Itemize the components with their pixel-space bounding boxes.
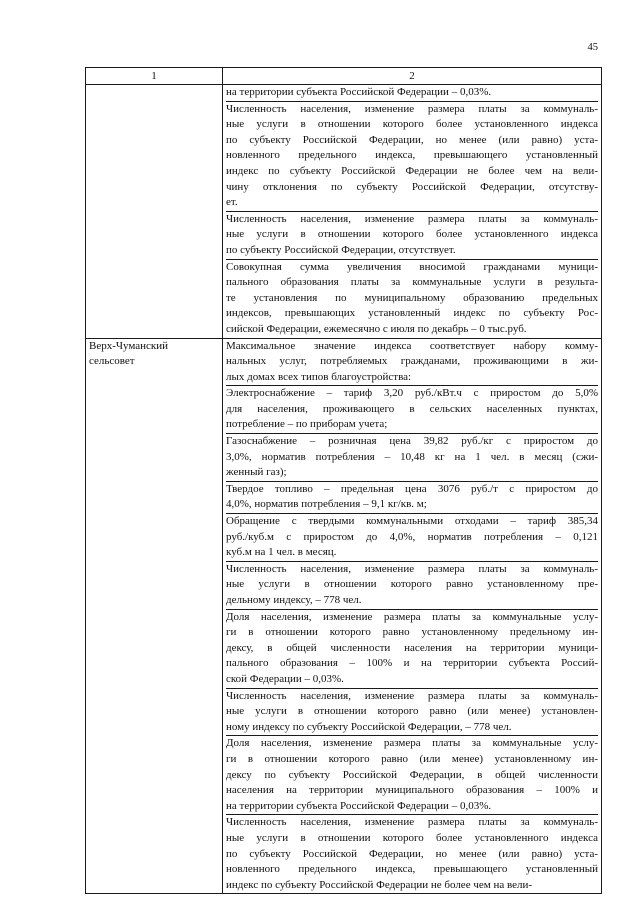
text-line: ской Федерации – 0,03%.	[226, 672, 344, 685]
text-line: пального образования – 100% и на территории субъекта Россий-	[226, 657, 598, 670]
text-line: Совокупная сумма увеличения вносимой гражданами муници-	[226, 260, 598, 273]
indicator-paragraph	[226, 339, 598, 386]
text-line: Доля населения, изменение размера платы за коммунальные услу-	[226, 610, 598, 623]
text-line: на территории субъекта Российской Федерации – 0,03%.	[226, 86, 492, 98]
text-line: для населения, проживающего в сельских населенных пунктах,	[226, 402, 598, 415]
text-line: ные услуги в отношении которого более установленного индекса	[226, 228, 598, 241]
text-line: куб.м на 1 чел. в месяц.	[226, 546, 337, 559]
indicator-paragraph	[226, 101, 598, 211]
column-header-2: 2	[223, 68, 602, 85]
text-line: Обращение с твердыми коммунальными отходами – тариф 385,34	[226, 515, 598, 528]
indicator-paragraph	[226, 481, 598, 513]
text-line: пального образования платы за коммунальные услуги в результа-	[226, 276, 598, 289]
text-line: Численность населения, изменение размера платы за коммуналь-	[226, 102, 598, 115]
indicator-paragraph	[226, 513, 598, 561]
text-line: индекс по субъекту Российской Федерации не более чем на вели-	[226, 164, 598, 177]
text-line: потребление – по приборам учета;	[226, 418, 388, 431]
text-line: по субъекту Российской Федерации, но менее (или равно) уста-	[226, 847, 598, 860]
indicator-paragraph	[226, 259, 598, 338]
text-line: ные услуги в отношении которого более установленного индекса	[226, 831, 598, 844]
indicator-paragraph	[226, 211, 598, 259]
text-line: новленного предельного индекса, превышающего установленный	[226, 149, 598, 162]
text-line: новленного предельного индекса, превышающего установленный	[226, 863, 598, 876]
text-line: 4,0%, норматив потребления – 9,1 кг/кв. м;	[226, 498, 427, 511]
text-line: индекс по субъекту Российской Федерации не более чем на вели-	[226, 878, 533, 891]
text-line: Численность населения, изменение размера платы за коммуналь-	[226, 562, 598, 575]
text-line: индексов, превышающих установленный индекс по субъекту Рос-	[226, 307, 598, 320]
text-line: на территории субъекта Российской Федерации – 0,03%.	[226, 799, 492, 812]
indicator-paragraph	[226, 688, 598, 736]
page-number: 45	[587, 42, 598, 53]
text-line: сийской Федерации, ежемесячно с июля по декабрь – 0 тыс.руб.	[226, 322, 527, 335]
text-line: ные услуги в отношении которого более установленного индекса	[226, 118, 598, 131]
text-line: руб./куб.м с приростом до 4,0%, норматив потребления – 0,121	[226, 530, 598, 543]
text-line: ги в отношении которого равно (или менее) установленному ин-	[226, 752, 598, 765]
text-line: Электроснабжение – тариф 3,20 руб./кВт.ч с приростом до 5,0%	[226, 387, 598, 400]
indicator-paragraph	[226, 433, 598, 481]
text-line: Численность населения, изменение размера платы за коммуналь-	[226, 689, 598, 702]
text-line: дексу, в общей численности населения на территории муници-	[226, 641, 598, 654]
text-line: населения на территории муниципального образования – 100% и	[226, 784, 598, 797]
text-line: Доля населения, изменение размера платы за коммунальные услу-	[226, 737, 598, 750]
indicator-paragraph	[226, 814, 598, 893]
text-line: нальных услуг, потребляемых гражданами, проживающими в жи-	[226, 355, 598, 368]
text-line: по субъекту Российской Федерации, отсутствует.	[226, 243, 456, 256]
table-row	[86, 338, 602, 894]
indices-table	[85, 67, 602, 894]
table-row	[86, 85, 602, 339]
text-line: те установления по муниципальному образованию предельных	[226, 291, 598, 304]
indicator-paragraph	[226, 609, 598, 688]
municipality-name-line: сельсовет	[89, 355, 135, 368]
indicator-cell	[223, 338, 602, 894]
indicator-paragraph	[226, 561, 598, 609]
text-line: Численность населения, изменение размера платы за коммуналь-	[226, 212, 598, 225]
indicator-paragraph	[226, 385, 598, 433]
text-line: ги в отношении которого равно установленному предельному ин-	[226, 626, 598, 639]
text-line: по субъекту Российской Федерации, но менее (или равно) уста-	[226, 133, 598, 146]
text-line: дексу по субъекту Российской Федерации, в общей численности	[226, 768, 598, 781]
text-line: Газоснабжение – розничная цена 39,82 руб./кг с приростом до	[226, 435, 598, 448]
text-line: женный газ);	[226, 466, 287, 479]
text-line: дельному индексу, – 778 чел.	[226, 594, 362, 606]
municipality-cell	[86, 338, 223, 894]
text-line: Численность населения, изменение размера платы за коммуналь-	[226, 816, 598, 829]
indicator-paragraph	[226, 85, 598, 101]
municipality-cell	[86, 85, 223, 339]
column-header-1: 1	[86, 68, 223, 85]
table-header-row	[86, 68, 602, 85]
text-line: чину отклонения по субъекту Российской Федерации, отсутству-	[226, 180, 598, 193]
text-line: Максимальное значение индекса соответствует набору комму-	[226, 339, 598, 352]
text-line: ные услуги в отношении которого равно (или менее) установлен-	[226, 705, 598, 718]
text-line: ные услуги в отношении которого равно установленному пре-	[226, 578, 598, 591]
text-line: 3,0%, норматив потребления – 10,48 кг на 1 чел. в месяц (сжи-	[226, 450, 598, 463]
text-line: ному индексу по субъекту Российской Федерации, – 778 чел.	[226, 720, 512, 733]
text-line: лых домах всех типов благоустройства:	[226, 370, 412, 383]
municipality-name-line: Верх-Чуманский	[89, 339, 169, 352]
text-line: ет.	[226, 196, 238, 209]
indicator-cell	[223, 85, 602, 339]
indicator-paragraph	[226, 735, 598, 814]
text-line: Твердое топливо – предельная цена 3076 руб./т с приростом до	[226, 482, 598, 495]
